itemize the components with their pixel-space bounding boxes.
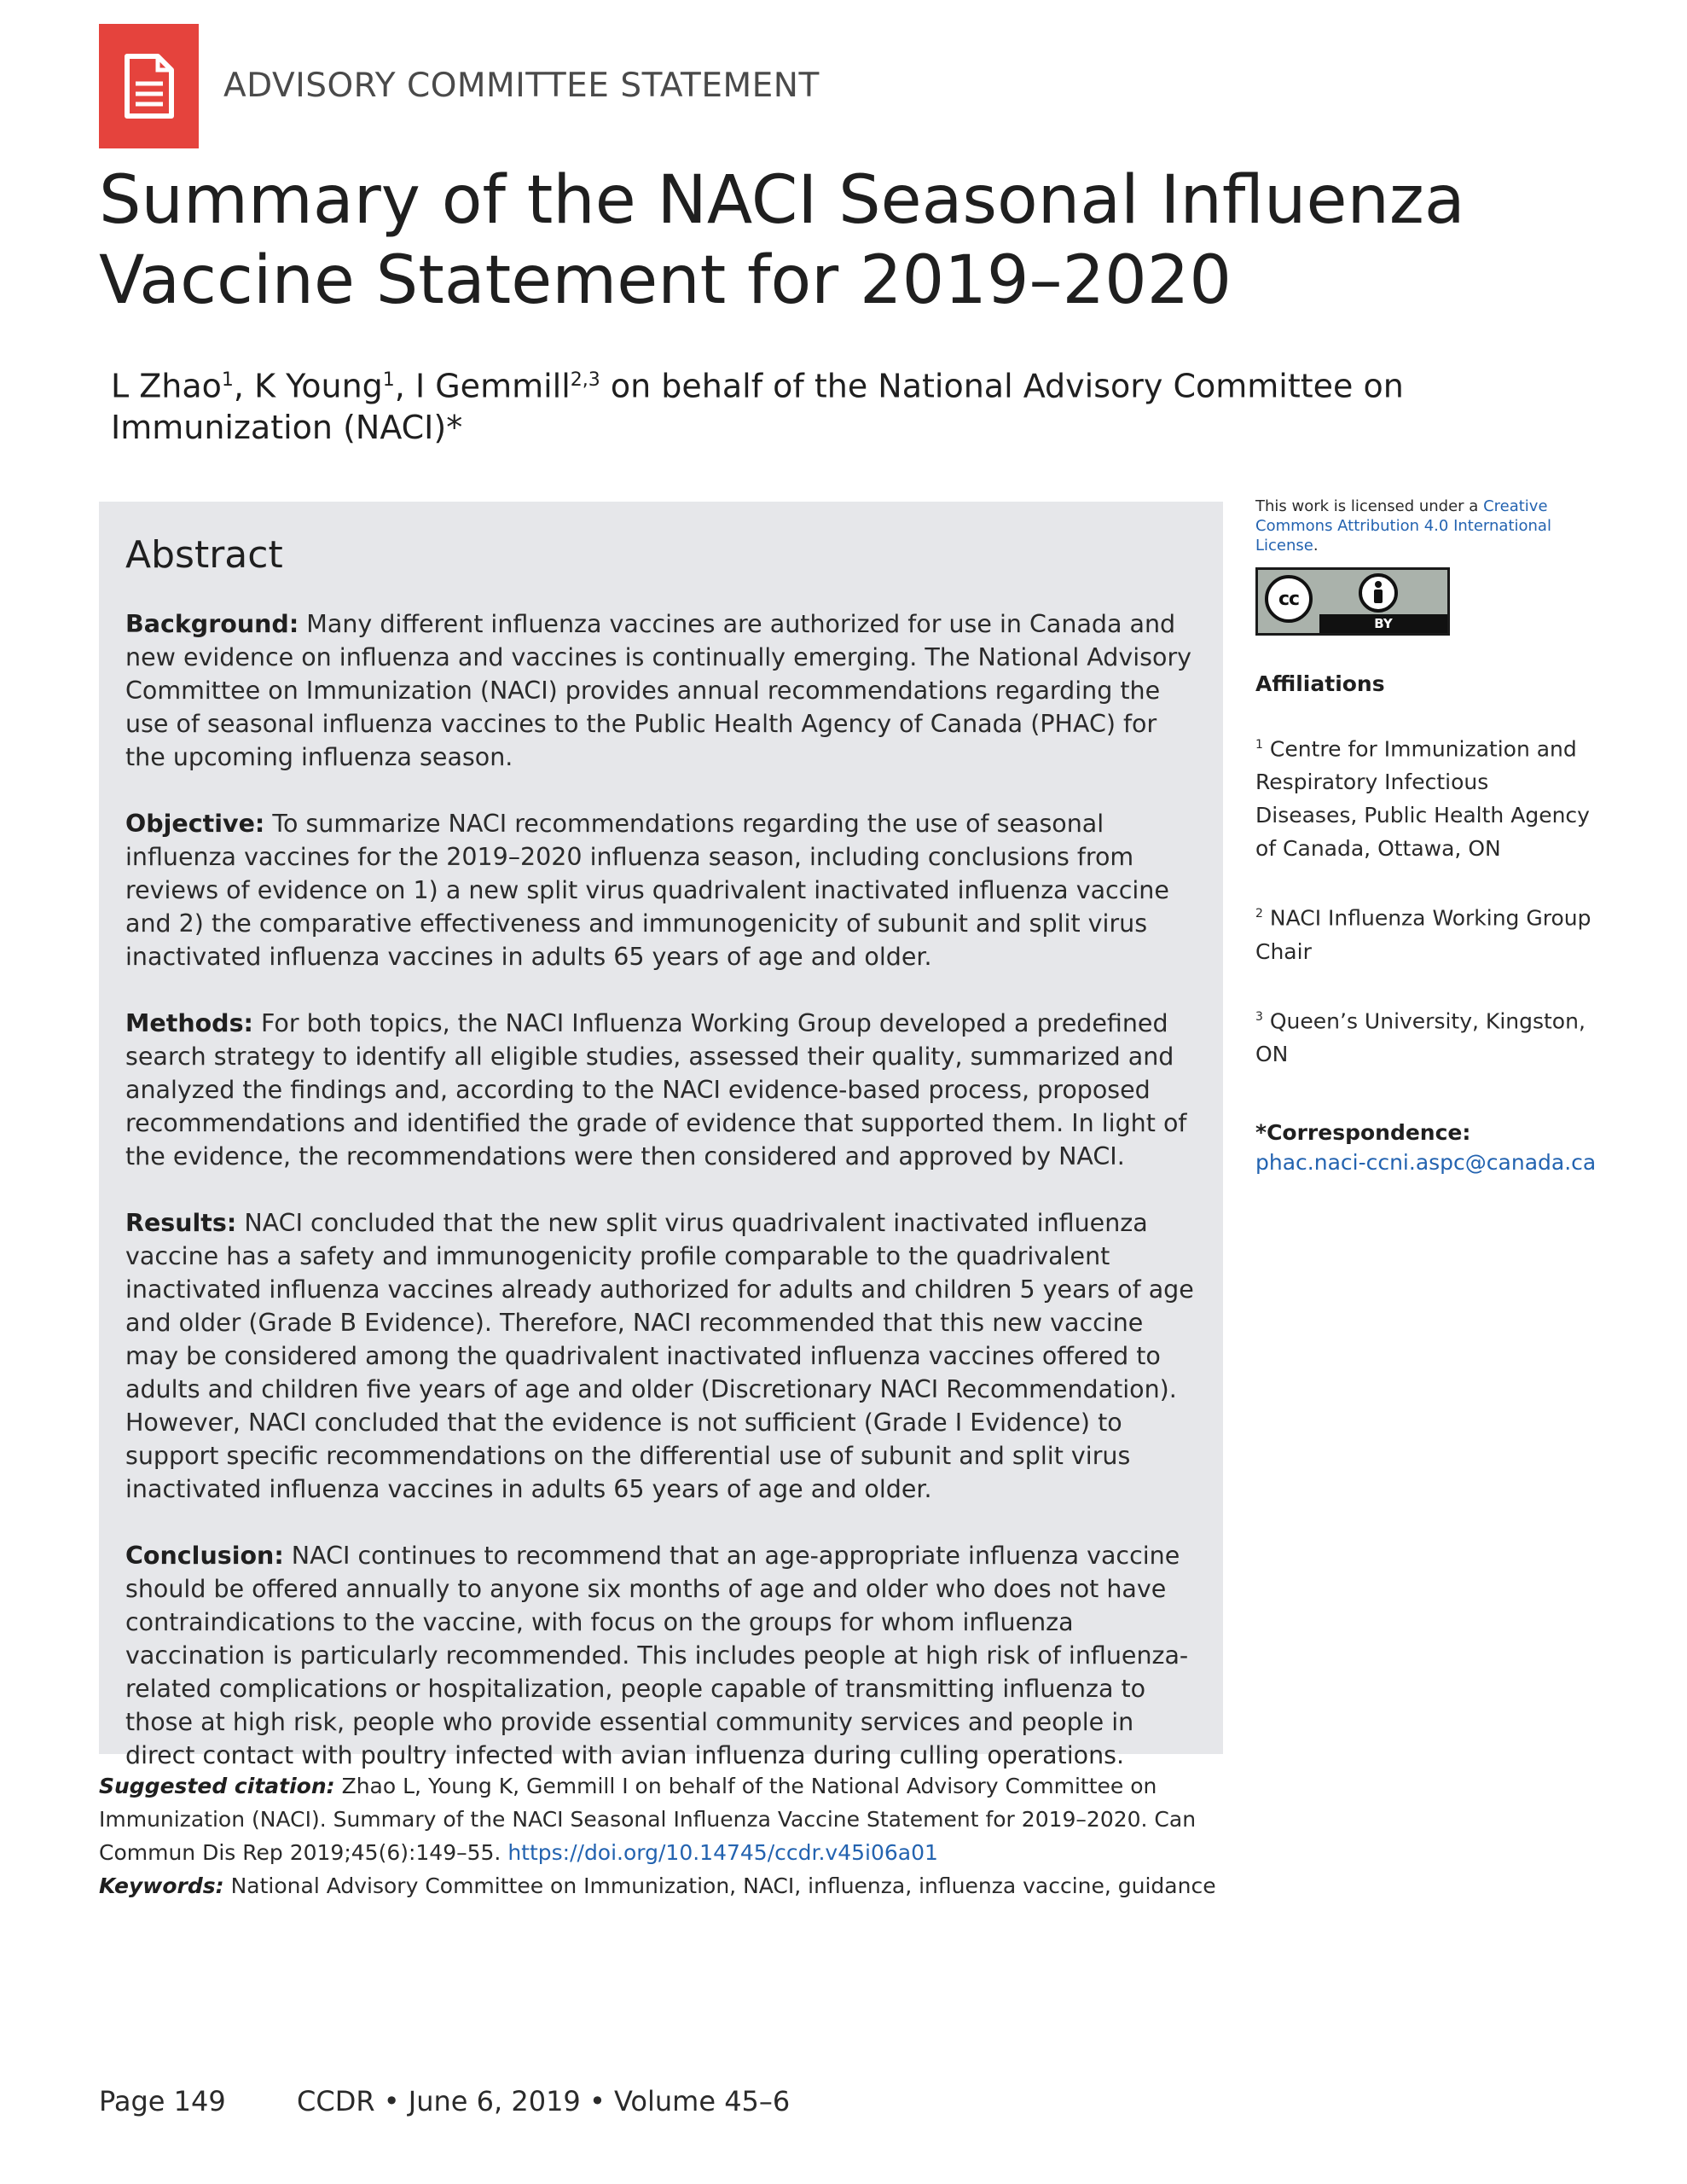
page-footer <box>99 2085 790 2117</box>
background-text: Many different influenza vaccines are authorized for use in Canada and new evidence on influenza and vaccines is continually emerging. The National Advisory Committee on Immunization (NACI) provides annual recommendations regarding the use of seasonal influenza vaccines to the Public Health Agency of Canada (PHAC) for the upcoming influenza season. <box>125 610 1192 771</box>
author-affiliation-marker: 1 <box>221 369 234 391</box>
affiliation-item <box>1255 729 1597 865</box>
results-label: Results: <box>125 1209 237 1237</box>
cc-icon: cc <box>1265 575 1313 623</box>
author-affiliation-marker: 2,3 <box>570 369 600 391</box>
page-number: Page 149 <box>99 2085 226 2117</box>
page-title: Summary of the NACI Seasonal Influenza Vaccine Statement for 2019–2020 <box>99 162 1465 319</box>
conclusion-label: Conclusion: <box>125 1542 284 1570</box>
license-prefix: This work is licensed under a <box>1255 497 1484 515</box>
attribution-person-icon <box>1359 573 1398 613</box>
citation-text: Zhao L, Young K, Gemmill I on behalf of the National Advisory Committee on Immunization (NACI). Summary of the NACI Seasonal Influenza Vaccine Statement for 2019–2020. Can Commun Dis Rep 2019;45(6):149–55. <box>99 1774 1197 1865</box>
abstract-methods <box>125 1007 1197 1173</box>
sidebar <box>1255 497 1597 1175</box>
objective-text: To summarize NACI recommendations regarding the use of seasonal influenza vaccines for the 2019–2020 influenza season, including conclusions from reviews of evidence on 1) a new split virus quadrivalent inactivated influenza vaccine and 2) the comparative effectiveness and immunogenicity of subunit and split virus inactivated influenza vaccines in adults 65 years of age and older. <box>125 810 1169 971</box>
abstract-background <box>125 607 1197 774</box>
citation-label: Suggested citation: <box>99 1774 335 1798</box>
author-name: I Gemmill <box>415 367 571 405</box>
affiliation-text: Queen’s University, Kingston, ON <box>1255 1008 1586 1066</box>
affiliation-marker: 1 <box>1255 738 1263 752</box>
affiliation-item <box>1255 1001 1597 1071</box>
suggested-citation <box>99 1769 1233 1902</box>
doi-link[interactable]: https://doi.org/10.14745/ccdr.v45i06a01 <box>507 1840 938 1865</box>
affiliation-item <box>1255 897 1597 967</box>
background-label: Background: <box>125 610 299 638</box>
author-list <box>111 360 1561 448</box>
affiliations-heading: Affiliations <box>1255 671 1385 696</box>
abstract-results <box>125 1206 1197 1506</box>
license-link[interactable]: Creative Commons Attribution 4.0 International License <box>1255 497 1551 555</box>
affiliation-text: Centre for Immunization and Respiratory Infectious Diseases, Public Health Agency of Canada, Ottawa, ON <box>1255 736 1590 862</box>
affiliation-marker: 3 <box>1255 1009 1263 1024</box>
abstract-objective <box>125 807 1197 973</box>
abstract-conclusion <box>125 1539 1197 1772</box>
affiliation-text: NACI Influenza Working Group Chair <box>1255 905 1591 964</box>
section-label: ADVISORY COMMITTEE STATEMENT <box>223 67 820 105</box>
license-notice <box>1255 497 1597 555</box>
author-name: L Zhao <box>111 367 222 405</box>
results-text: NACI concluded that the new split virus quadrivalent inactivated influenza vaccine has a safety and immunogenicity profile comparable to the quadrivalent inactivated influenza vaccines already authorized for adults and children 5 years of age and older (Grade B Evidence). Therefore, NACI recommended that this new vaccine may be considered among the quadrivalent inactivated influenza vaccines offered to adults and children five years of age and older (Discretionary NACI Recommendation). However, NACI concluded that the evidence is not sufficient (Grade I Evidence) to support specific recommendations on the differential use of subunit and split virus inactivated influenza vaccines in adults 65 years of age and older. <box>125 1209 1194 1503</box>
author-separator: , <box>233 367 255 405</box>
conclusion-text: NACI continues to recommend that an age-appropriate influenza vaccine should be offered annually to anyone six months of age and older who does not have contraindications to the vaccine, with focus on the groups for whom influenza vaccination is particularly recommended. This includes people at high risk of influenza-related complications or hospitalization, people capable of transmitting influenza to those at high risk, people who provide essential community services and people in direct contact with poultry infected with avian influenza during culling operations. <box>125 1542 1189 1769</box>
abstract-box <box>99 502 1223 1769</box>
by-label: BY <box>1319 614 1447 633</box>
author-affiliation-marker: 1 <box>382 369 395 391</box>
correspondence-email-link[interactable]: phac.naci-ccni.aspc@canada.ca <box>1255 1149 1597 1175</box>
objective-label: Objective: <box>125 810 265 838</box>
affiliation-marker: 2 <box>1255 907 1263 921</box>
keywords-text: National Advisory Committee on Immunization, NACI, influenza, influenza vaccine, guidance <box>223 1873 1216 1898</box>
keywords-label: Keywords: <box>99 1873 224 1898</box>
correspondence-heading: *Correspondence: <box>1255 1119 1471 1145</box>
author-suffix: on behalf of the National Advisory Committee on Immunization (NACI)* <box>111 367 1404 446</box>
author-name: K Young <box>254 367 383 405</box>
creative-commons-by-icon[interactable] <box>1255 567 1450 636</box>
license-suffix: . <box>1313 537 1319 555</box>
methods-text: For both topics, the NACI Influenza Working Group developed a predefined search strategy to identify all eligible studies, assessed their quality, summarized and analyzed the findings and, according to the NACI evidence-based process, proposed recommendations and identified the grade of evidence that supported them. In light of the evidence, the recommendations were then considered and approved by NACI. <box>125 1009 1187 1170</box>
abstract-heading: Abstract <box>125 533 283 577</box>
methods-label: Methods: <box>125 1009 253 1037</box>
document-icon <box>99 24 199 148</box>
author-separator: , <box>394 367 415 405</box>
journal-info: CCDR • June 6, 2019 • Volume 45–6 <box>297 2085 791 2117</box>
